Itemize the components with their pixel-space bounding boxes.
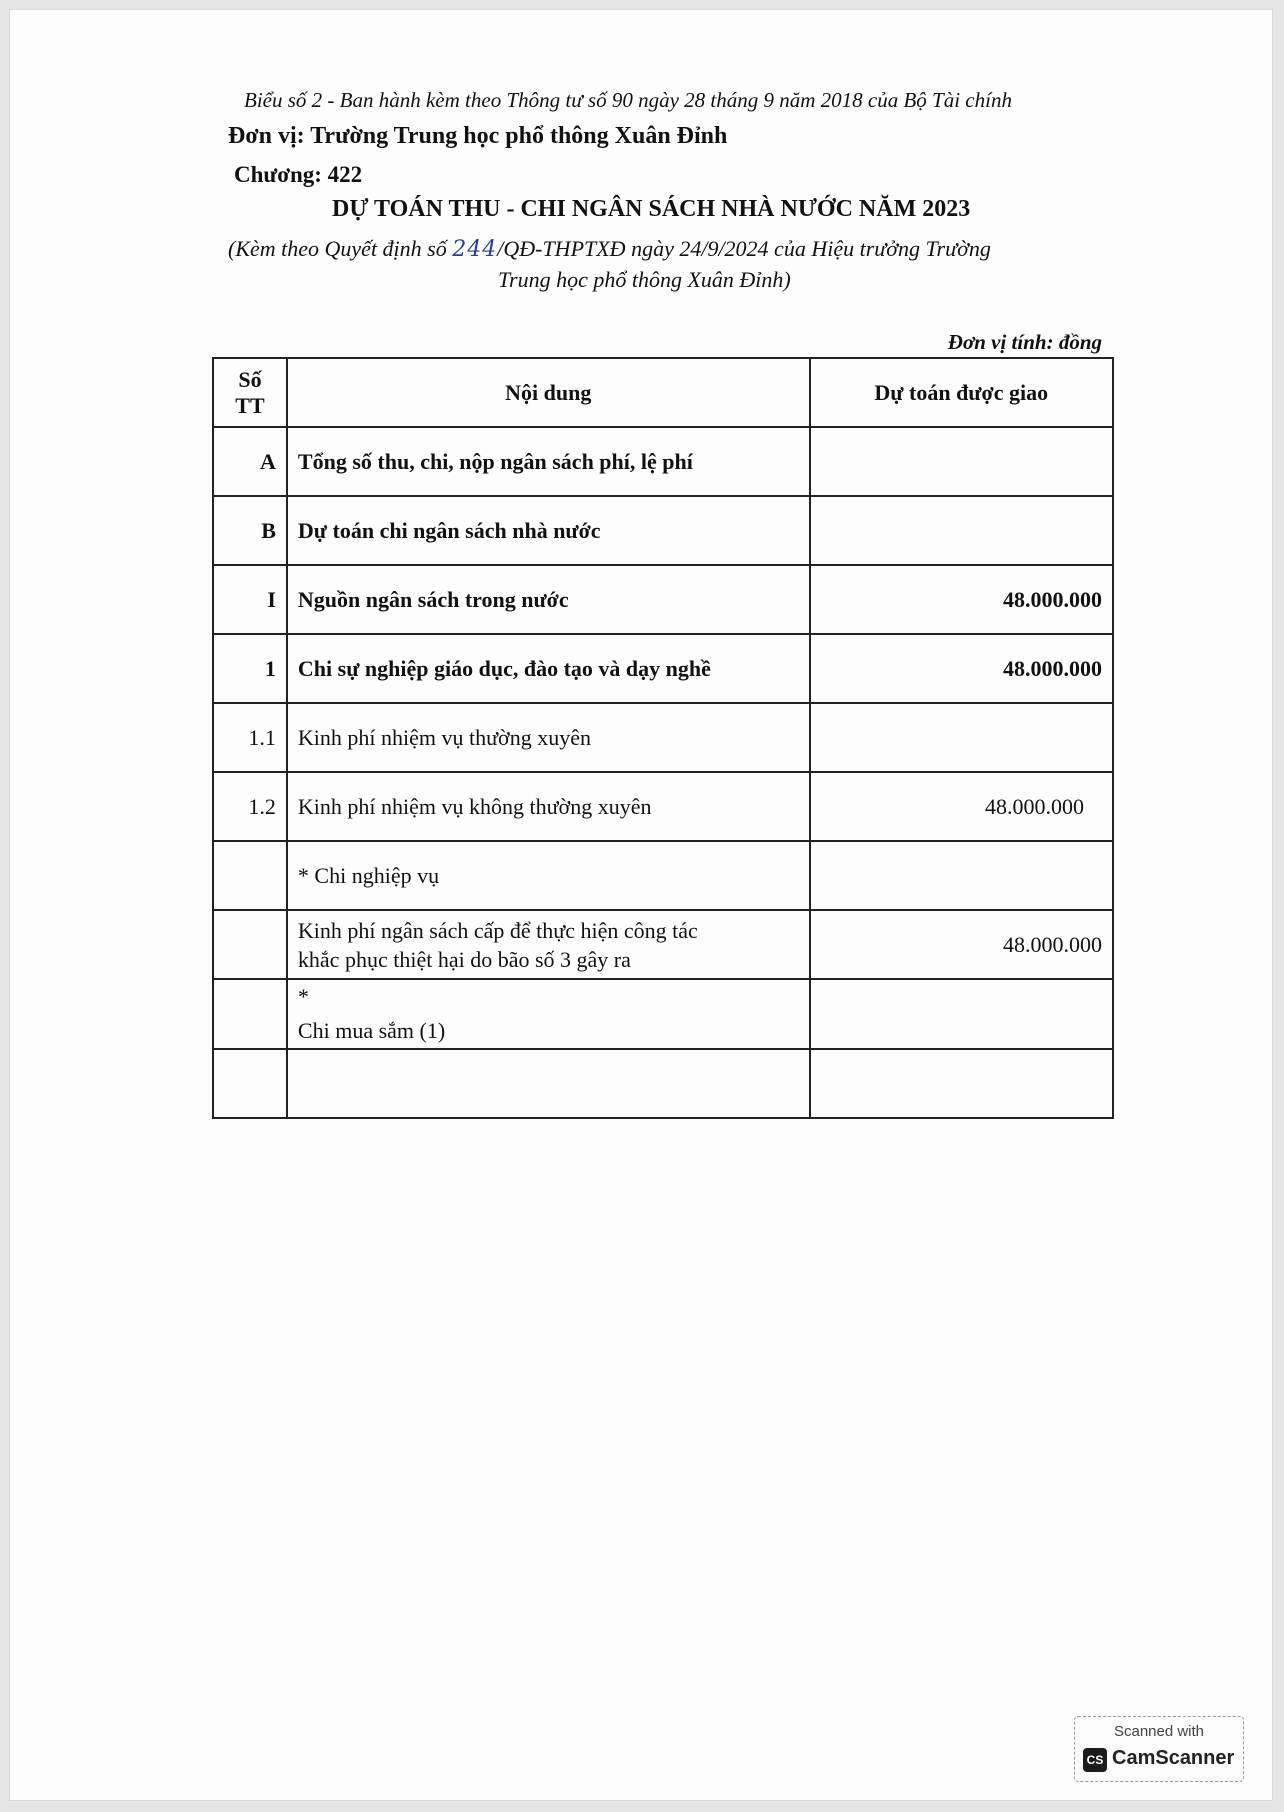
header-stt <box>213 358 287 427</box>
handwritten-decision-number: 244 <box>452 237 498 262</box>
table-row <box>213 565 1113 634</box>
row-amount <box>810 979 1113 1049</box>
row-content-line1: * <box>297 984 309 1009</box>
camscanner-brand: CamScanner <box>1112 1747 1235 1769</box>
chapter-line: Chương: 422 <box>234 162 363 187</box>
table-header-row <box>213 358 1113 427</box>
row-stt: 1.2 <box>213 772 287 841</box>
header-estimate: Dự toán được giao <box>810 358 1113 427</box>
unit-of-measure: Đơn vị tính: đồng <box>947 330 1102 354</box>
table-row <box>213 1049 1113 1118</box>
row-content <box>287 910 810 979</box>
row-content-line2: khắc phục thiệt hại do bão số 3 gây ra <box>297 946 631 972</box>
row-stt <box>213 910 287 979</box>
issued-by-line: Biểu số 2 - Ban hành kèm theo Thông tư số 90 ngày 28 tháng 9 năm 2018 của Bộ Tài chính <box>244 88 1012 112</box>
row-amount: 48.000.000 <box>810 634 1113 703</box>
row-stt <box>213 979 287 1049</box>
camscanner-watermark <box>1074 1716 1244 1782</box>
row-stt: A <box>213 427 287 496</box>
row-stt: 1.1 <box>213 703 287 772</box>
row-content: Chi sự nghiệp giáo dục, đào tạo và dạy nghề <box>287 634 810 703</box>
attachment-line-1 <box>228 236 991 262</box>
table-row <box>213 703 1113 772</box>
table-row <box>213 772 1113 841</box>
attachment-prefix: (Kèm theo Quyết định số <box>228 236 453 261</box>
row-content <box>287 1049 810 1118</box>
header-stt-line2: TT <box>235 392 265 418</box>
row-amount <box>810 427 1113 496</box>
camscanner-logo-icon: CS <box>1083 1748 1107 1772</box>
row-amount: 48.000.000 <box>810 565 1113 634</box>
row-amount <box>810 1049 1113 1118</box>
row-amount <box>810 496 1113 565</box>
unit-name: Đơn vị: Trường Trung học phổ thông Xuân Đỉnh <box>228 123 728 149</box>
row-content: Tổng số thu, chi, nộp ngân sách phí, lệ phí <box>287 427 810 496</box>
row-amount: 48.000.000 <box>810 772 1113 841</box>
table-row <box>213 979 1113 1049</box>
row-stt: B <box>213 496 287 565</box>
attachment-line-2: Trung học phổ thông Xuân Đỉnh) <box>498 267 791 292</box>
row-content: Dự toán chi ngân sách nhà nước <box>287 496 810 565</box>
row-content <box>287 979 810 1049</box>
table-row <box>213 496 1113 565</box>
budget-table <box>212 357 1114 1119</box>
row-stt <box>213 1049 287 1118</box>
row-amount <box>810 841 1113 910</box>
row-content: Kinh phí nhiệm vụ không thường xuyên <box>287 772 810 841</box>
header-stt-line1: Số <box>238 366 262 392</box>
document-title: DỰ TOÁN THU - CHI NGÂN SÁCH NHÀ NƯỚC NĂM 2023 <box>332 196 971 222</box>
row-content: Kinh phí nhiệm vụ thường xuyên <box>287 703 810 772</box>
row-stt <box>213 841 287 910</box>
header-content: Nội dung <box>287 358 810 427</box>
row-amount: 48.000.000 <box>810 910 1113 979</box>
scanned-with-text: Scanned with <box>1113 1723 1205 1740</box>
row-amount <box>810 703 1113 772</box>
row-stt: I <box>213 565 287 634</box>
row-stt: 1 <box>213 634 287 703</box>
table-row <box>213 427 1113 496</box>
table-row <box>213 841 1113 910</box>
attachment-suffix: /QĐ-THPTXĐ ngày 24/9/2024 của Hiệu trưởng Trường <box>497 236 991 261</box>
row-content: * Chi nghiệp vụ <box>287 841 810 910</box>
row-content-line1: Kinh phí ngân sách cấp để thực hiện công tác <box>297 917 698 943</box>
table-row <box>213 634 1113 703</box>
table-row <box>213 910 1113 979</box>
row-content: Nguồn ngân sách trong nước <box>287 565 810 634</box>
row-content-line2: Chi mua sắm (1) <box>297 1018 446 1043</box>
